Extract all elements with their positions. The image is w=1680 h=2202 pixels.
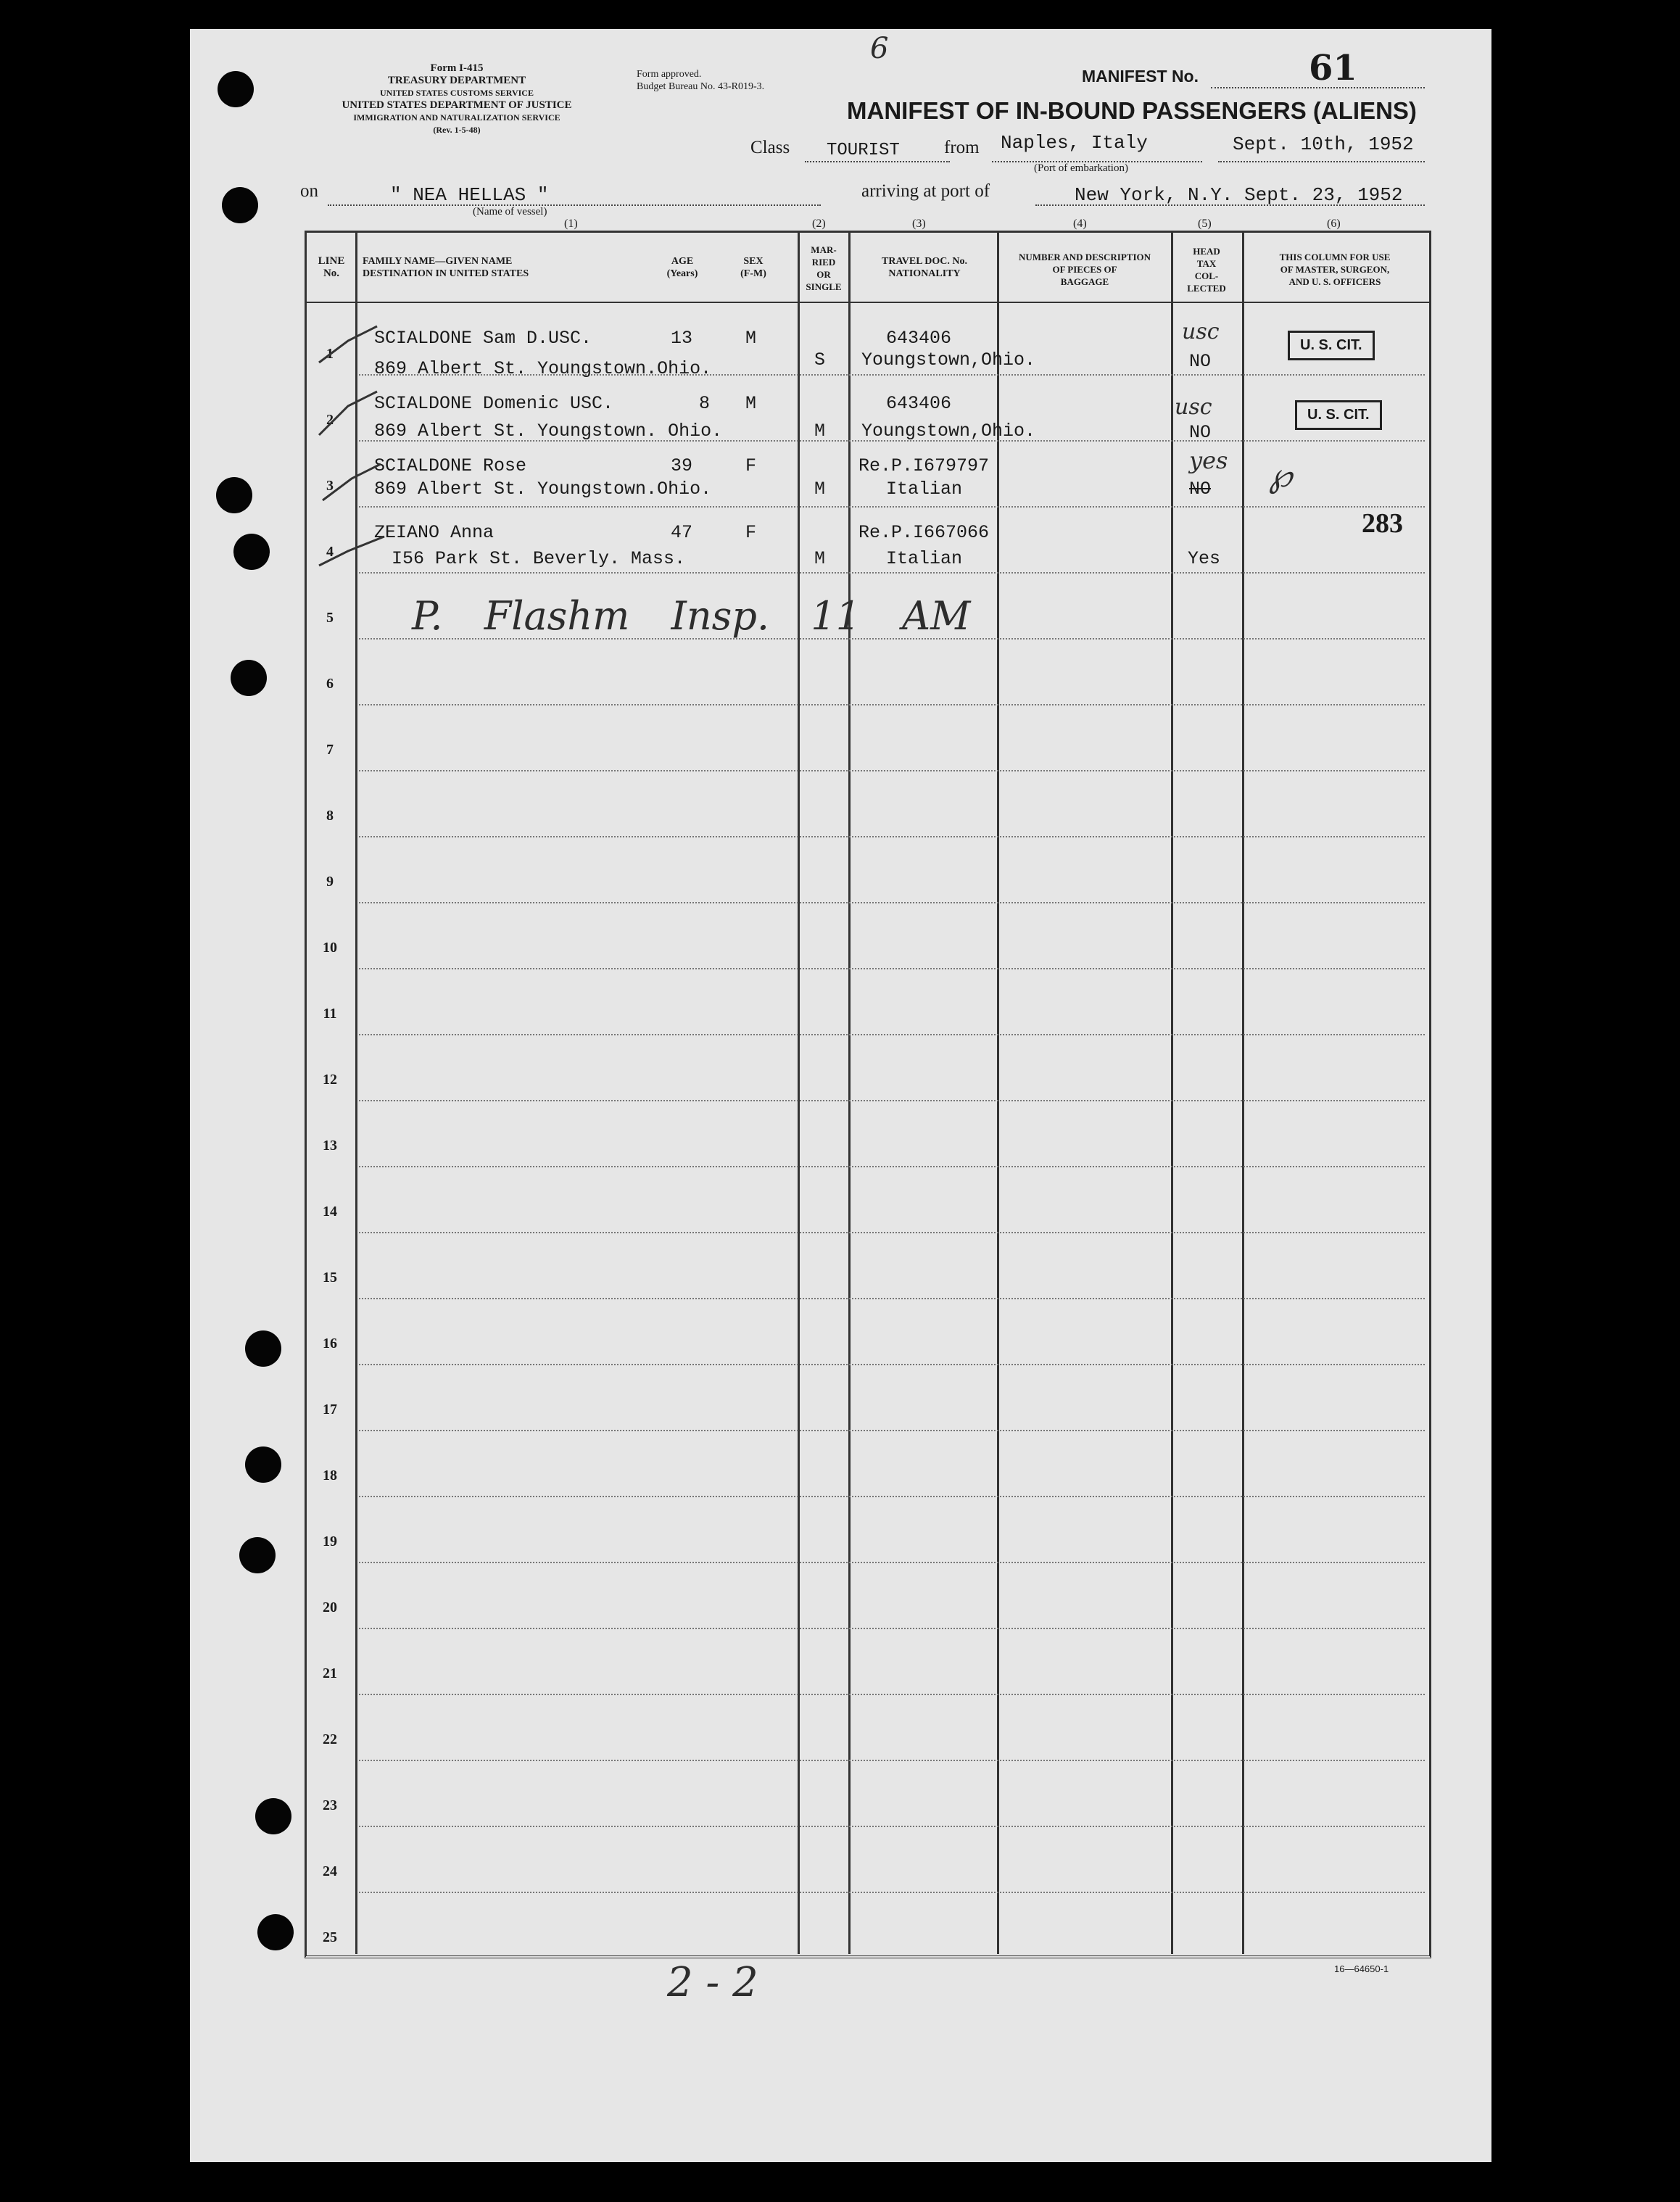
passenger-marital: M (814, 421, 826, 442)
line-number: 24 (323, 1863, 337, 1879)
table-row (359, 1034, 1425, 1035)
depart-date: Sept. 10th, 1952 (1233, 133, 1414, 155)
bottom-handwriting: 2 - 2 (667, 1959, 758, 2006)
col-divider (1242, 232, 1244, 1954)
header-married: MAR- RIED OR SINGLE (806, 244, 842, 292)
head-tax-handwritten: yes (1189, 447, 1228, 474)
passenger-name: ZEIANO Anna (374, 522, 495, 543)
form-number: Form I-415 (430, 62, 484, 74)
col-divider (997, 232, 999, 1954)
passenger-name: SCIALDONE Rose (374, 455, 527, 476)
passenger-marital: S (814, 349, 826, 371)
passenger-sex: F (745, 455, 757, 476)
punch-hole (222, 187, 258, 223)
head-tax-handwritten: usc (1182, 319, 1220, 344)
table-row (359, 1232, 1425, 1233)
margin-number: 283 (1362, 508, 1403, 539)
punch-hole (239, 1537, 276, 1573)
table-row (359, 704, 1425, 705)
line-number: 19 (323, 1533, 337, 1549)
header-age: AGE (Years) (666, 256, 698, 279)
line-number: 10 (323, 940, 337, 956)
header-officers: THIS COLUMN FOR USE OF MASTER, SURGEON, AND U. S. OFFICERS (1279, 252, 1391, 287)
table-row (359, 1892, 1425, 1893)
punch-hole (233, 534, 270, 570)
class-value: TOURIST (827, 141, 900, 160)
travel-doc-no: Re.P.I667066 (858, 522, 990, 543)
form-header-block (297, 62, 616, 136)
from-value: Naples, Italy (1001, 132, 1148, 154)
header-sex: SEX (F-M) (740, 256, 766, 279)
manifest-number: 61 (1309, 48, 1357, 88)
line-number: 4 (326, 544, 334, 560)
table-row (359, 1760, 1425, 1761)
line-number: 23 (323, 1797, 337, 1813)
ins-service: IMMIGRATION AND NATURALIZATION SERVICE (353, 112, 560, 123)
punch-hole (257, 1914, 294, 1950)
approval-block (637, 68, 764, 93)
us-citizen-stamp: U. S. CIT. (1295, 400, 1382, 430)
line-number: 14 (323, 1204, 337, 1220)
nationality: Youngstown,Ohio. (861, 349, 1036, 371)
passenger-address: 869 Albert St. Youngstown.Ohio. (374, 358, 712, 379)
table-row (359, 1298, 1425, 1299)
table-row (359, 770, 1425, 771)
head-tax: NO (1189, 422, 1212, 443)
passenger-name: SCIALDONE Sam D.USC. (374, 328, 592, 349)
passenger-address: 869 Albert St. Youngstown. Ohio. (374, 421, 723, 442)
line-number: 7 (326, 742, 334, 758)
line-number: 16 (323, 1336, 337, 1352)
manifest-no-label: MANIFEST No. (1082, 67, 1199, 86)
passenger-age: 39 (671, 455, 693, 476)
table-row (359, 1100, 1425, 1101)
travel-doc-no: 643406 (886, 393, 952, 414)
col-num-3: (3) (912, 218, 926, 230)
col-divider (848, 232, 851, 1954)
form-print-code: 16—64650-1 (1334, 1963, 1389, 1974)
vessel-caption: (Name of vessel) (473, 206, 547, 218)
col-divider (1171, 232, 1173, 1954)
punch-hole (245, 1446, 281, 1483)
passenger-address: I56 Park St. Beverly. Mass. (392, 548, 686, 569)
passenger-sex: M (745, 328, 757, 349)
col-num-4: (4) (1073, 218, 1087, 230)
head-tax: Yes (1188, 548, 1221, 569)
class-line (805, 161, 950, 162)
passenger-age: 47 (671, 522, 693, 543)
arrival-port-date: New York, N.Y. Sept. 23, 1952 (1075, 184, 1403, 206)
table-row (359, 1628, 1425, 1629)
punch-hole (218, 71, 254, 107)
form-approved: Form approved. (637, 69, 702, 80)
table-row (359, 836, 1425, 837)
budget-bureau: Budget Bureau No. 43-R019-3. (637, 81, 765, 92)
nationality: Italian (886, 548, 963, 569)
passenger-age: 13 (671, 328, 693, 349)
header-line-no: LINE No. (318, 255, 345, 279)
punch-hole (231, 660, 267, 696)
col-num-5: (5) (1198, 218, 1212, 230)
line-number: 25 (323, 1929, 337, 1945)
on-label: on (300, 181, 318, 201)
arriving-label: arriving at port of (861, 181, 990, 201)
line-number: 6 (326, 676, 334, 692)
col-num-1: (1) (564, 218, 578, 230)
table-row (359, 968, 1425, 969)
depart-date-line (1218, 161, 1425, 162)
passenger-age: 8 (699, 393, 711, 414)
line-number: 18 (323, 1468, 337, 1483)
punch-hole (216, 477, 252, 513)
line-number: 21 (323, 1665, 337, 1681)
head-tax: NO (1189, 351, 1212, 372)
passenger-address: 869 Albert St. Youngstown.Ohio. (374, 479, 712, 500)
table-row (359, 1694, 1425, 1695)
line-number: 8 (326, 808, 334, 824)
line-number: 11 (323, 1006, 337, 1022)
line-number: 22 (323, 1731, 337, 1747)
officer-initial-mark: ℘ (1269, 455, 1293, 494)
table-header-rule (305, 302, 1429, 303)
class-label: Class (750, 138, 790, 157)
passenger-marital: M (814, 479, 826, 500)
from-label: from (944, 138, 980, 157)
header-travel-doc: TRAVEL DOC. No. NATIONALITY (882, 256, 967, 279)
customs-service: UNITED STATES CUSTOMS SERVICE (380, 88, 534, 98)
handwritten-six: 6 (870, 32, 889, 65)
line-number: 12 (323, 1072, 337, 1088)
line-number: 20 (323, 1599, 337, 1615)
justice-dept: UNITED STATES DEPARTMENT OF JUSTICE (342, 99, 572, 111)
nationality: Youngstown,Ohio. (861, 421, 1036, 442)
table-row (359, 572, 1425, 574)
check-marks (312, 319, 392, 595)
passenger-marital: M (814, 548, 826, 569)
line-number: 15 (323, 1270, 337, 1286)
head-tax-handwritten: usc (1175, 394, 1212, 420)
head-tax: NO (1189, 479, 1212, 500)
page-title: MANIFEST OF IN-BOUND PASSENGERS (ALIENS) (847, 97, 1417, 124)
port-embarkation-caption: (Port of embarkation) (1034, 162, 1128, 174)
line-number: 9 (326, 874, 334, 890)
travel-doc-no: Re.P.I679797 (858, 455, 990, 476)
line-number: 17 (323, 1402, 337, 1417)
passenger-sex: M (745, 393, 757, 414)
table-row (359, 1562, 1425, 1563)
table-row (359, 1826, 1425, 1827)
line-number: 2 (326, 412, 334, 428)
passenger-sex: F (745, 522, 757, 543)
form-revision: (Rev. 1-5-48) (433, 125, 481, 135)
line-number: 1 (326, 346, 334, 362)
table-row (359, 506, 1425, 508)
table-row (359, 1496, 1425, 1497)
table-row (359, 1430, 1425, 1431)
col-num-6: (6) (1327, 218, 1341, 230)
travel-doc-no: 643406 (886, 328, 952, 349)
line-number: 13 (323, 1138, 337, 1154)
header-name: FAMILY NAME—GIVEN NAME DESTINATION IN UNITED STATES (363, 256, 529, 279)
vessel-name: " NEA HELLAS " (390, 184, 549, 206)
inspector-signature: P. Flashm Insp. 11 AM (412, 593, 971, 639)
punch-hole (245, 1330, 281, 1367)
table-row (359, 902, 1425, 903)
passenger-name: SCIALDONE Domenic USC. (374, 393, 614, 414)
col-divider (798, 232, 800, 1954)
table-row (359, 1364, 1425, 1365)
header-baggage: NUMBER AND DESCRIPTION OF PIECES OF BAGGAGE (1018, 252, 1151, 287)
line-number: 5 (326, 610, 334, 626)
treasury-dept: TREASURY DEPARTMENT (387, 75, 526, 86)
line-number: 3 (326, 478, 334, 494)
nationality: Italian (886, 479, 963, 500)
header-head-tax: HEAD TAX COL- LECTED (1187, 246, 1226, 294)
punch-hole (255, 1798, 291, 1834)
table-row (359, 1166, 1425, 1167)
us-citizen-stamp: U. S. CIT. (1288, 331, 1375, 360)
col-num-2: (2) (812, 218, 826, 230)
